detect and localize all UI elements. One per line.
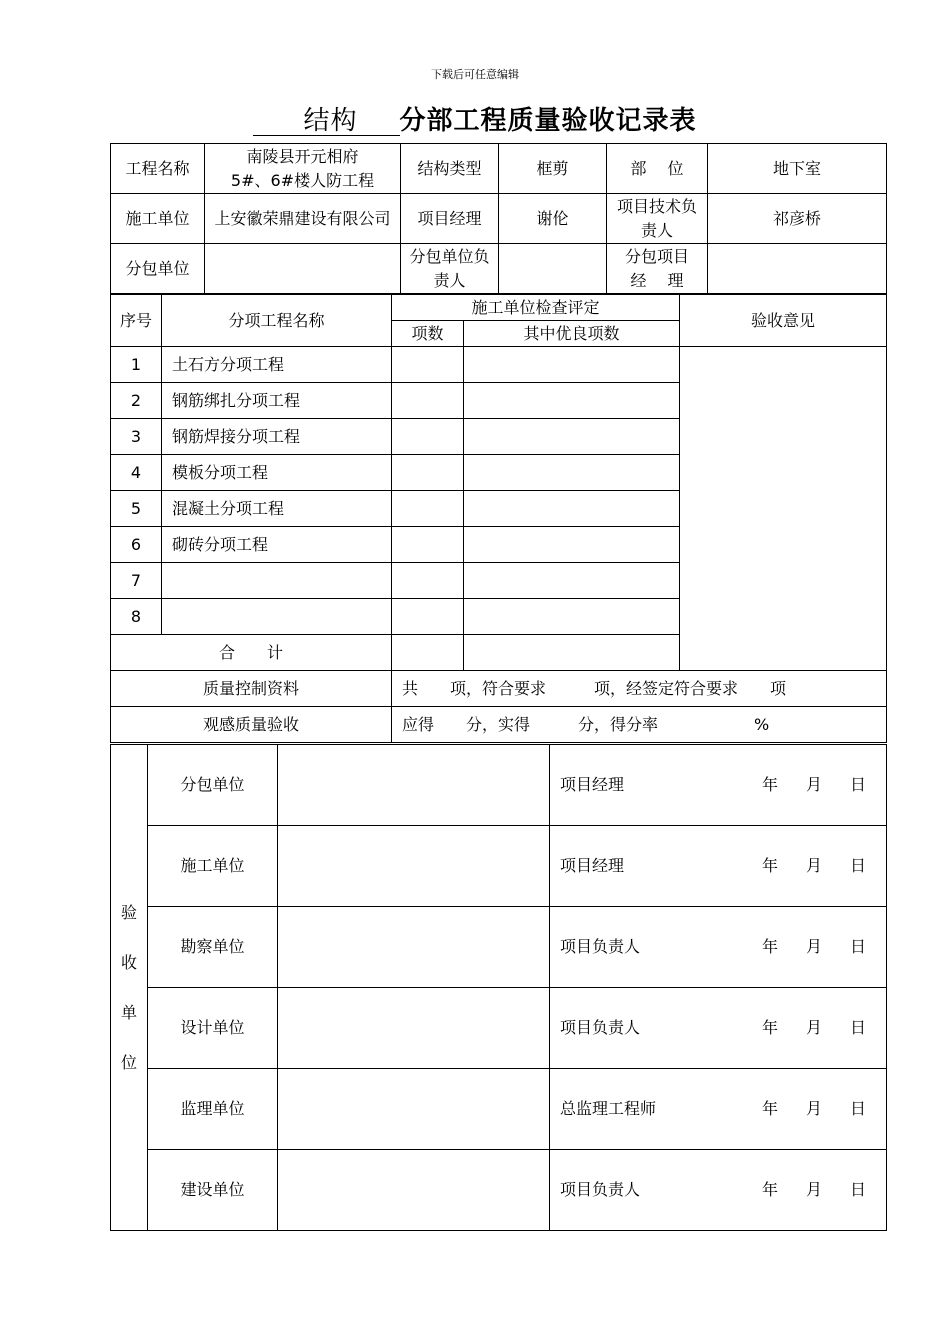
- items-table: [110, 294, 887, 743]
- acceptance-table: [110, 744, 887, 1231]
- item-name[interactable]: 钢筋焊接分项工程: [162, 419, 392, 455]
- role-label: 总监理工程师: [560, 1099, 657, 1118]
- date-fields: 年 月 日: [761, 937, 866, 956]
- total-label: 合 计: [111, 635, 392, 671]
- project-name-label: 工程名称: [111, 144, 205, 194]
- item-count[interactable]: [392, 347, 464, 383]
- unit-label: 勘察单位: [148, 907, 278, 988]
- sub-lead-label: 分包单位负责人: [401, 244, 499, 294]
- acceptance-side-label: 验 收 单 位: [111, 745, 148, 1231]
- item-name[interactable]: 混凝土分项工程: [162, 491, 392, 527]
- unit-signature[interactable]: [278, 1069, 550, 1150]
- count-header: 项数: [392, 321, 464, 347]
- item-name[interactable]: 钢筋绑扎分项工程: [162, 383, 392, 419]
- role-cell[interactable]: [550, 1150, 887, 1231]
- unit-signature[interactable]: [278, 1150, 550, 1231]
- title-text: 分部工程质量验收记录表: [399, 106, 697, 136]
- tech-lead-value[interactable]: 祁彦桥: [708, 194, 887, 244]
- download-note: 下载后可任意编辑: [431, 68, 519, 81]
- structure-type-value[interactable]: 框剪: [499, 144, 607, 194]
- date-fields: 年 月 日: [761, 1018, 866, 1037]
- unit-label: 设计单位: [148, 988, 278, 1069]
- date-fields: 年 月 日: [761, 1099, 866, 1118]
- contractor-value[interactable]: 上安徽荣鼎建设有限公司: [205, 194, 401, 244]
- item-excellent[interactable]: [464, 527, 680, 563]
- role-label: 项目负责人: [560, 1018, 641, 1037]
- item-count[interactable]: [392, 491, 464, 527]
- role-label: 项目经理: [560, 856, 625, 875]
- role-cell[interactable]: [550, 1069, 887, 1150]
- title-blank-field: 结构: [253, 107, 399, 136]
- role-cell[interactable]: [550, 745, 887, 826]
- visual-text[interactable]: 应得 分，实得 分，得分率 %: [392, 707, 887, 743]
- item-excellent[interactable]: [464, 419, 680, 455]
- item-no: 6: [111, 527, 162, 563]
- item-no: 5: [111, 491, 162, 527]
- pm-value[interactable]: 谢伦: [499, 194, 607, 244]
- info-row-3: [111, 244, 887, 294]
- opinion-cell[interactable]: [680, 347, 887, 671]
- opinion-header: 验收意见: [680, 295, 887, 347]
- item-name[interactable]: [162, 563, 392, 599]
- visual-row: [111, 707, 887, 743]
- total-count[interactable]: [392, 635, 464, 671]
- item-name-header: 分项工程名称: [162, 295, 392, 347]
- item-count[interactable]: [392, 599, 464, 635]
- info-row-1: [111, 144, 887, 194]
- project-name-value[interactable]: 南陵县开元相府 5#、6#楼人防工程: [205, 144, 401, 194]
- role-label: 项目负责人: [560, 937, 641, 956]
- item-no: 8: [111, 599, 162, 635]
- item-excellent[interactable]: [464, 599, 680, 635]
- qc-row: [111, 671, 887, 707]
- unit-signature[interactable]: [278, 907, 550, 988]
- role-cell[interactable]: [550, 826, 887, 907]
- role-label: 项目经理: [560, 775, 625, 794]
- item-name[interactable]: 土石方分项工程: [162, 347, 392, 383]
- role-cell[interactable]: [550, 907, 887, 988]
- location-value[interactable]: 地下室: [708, 144, 887, 194]
- unit-label: 分包单位: [148, 745, 278, 826]
- check-header: 施工单位检查评定: [392, 295, 680, 321]
- subcontractor-value[interactable]: [205, 244, 401, 294]
- qc-label: 质量控制资料: [111, 671, 392, 707]
- visual-label: 观感质量验收: [111, 707, 392, 743]
- unit-signature[interactable]: [278, 826, 550, 907]
- date-fields: 年 月 日: [761, 775, 866, 794]
- total-excellent[interactable]: [464, 635, 680, 671]
- role-cell[interactable]: [550, 988, 887, 1069]
- item-no: 2: [111, 383, 162, 419]
- acceptance-row: [111, 1150, 887, 1231]
- item-no: 4: [111, 455, 162, 491]
- item-excellent[interactable]: [464, 563, 680, 599]
- info-row-2: [111, 194, 887, 244]
- date-fields: 年 月 日: [761, 1180, 866, 1199]
- qc-text[interactable]: 共 项，符合要求 项，经签定符合要求 项: [392, 671, 887, 707]
- item-count[interactable]: [392, 527, 464, 563]
- item-excellent[interactable]: [464, 455, 680, 491]
- seq-header: 序号: [111, 295, 162, 347]
- item-excellent[interactable]: [464, 491, 680, 527]
- acceptance-row: [111, 745, 887, 826]
- items-header-row-1: [111, 295, 887, 321]
- date-fields: 年 月 日: [761, 856, 866, 875]
- excellent-header: 其中优良项数: [464, 321, 680, 347]
- unit-label: 建设单位: [148, 1150, 278, 1231]
- item-count[interactable]: [392, 455, 464, 491]
- project-info-table: [110, 143, 887, 294]
- acceptance-row: [111, 907, 887, 988]
- structure-type-label: 结构类型: [401, 144, 499, 194]
- item-name[interactable]: 模板分项工程: [162, 455, 392, 491]
- item-name[interactable]: [162, 599, 392, 635]
- item-count[interactable]: [392, 383, 464, 419]
- sub-lead-value[interactable]: [499, 244, 607, 294]
- unit-label: 监理单位: [148, 1069, 278, 1150]
- subcontractor-label: 分包单位: [111, 244, 205, 294]
- item-count[interactable]: [392, 563, 464, 599]
- acceptance-row: [111, 988, 887, 1069]
- item-no: 3: [111, 419, 162, 455]
- acceptance-row: [111, 1069, 887, 1150]
- item-count[interactable]: [392, 419, 464, 455]
- table-row: [111, 347, 887, 383]
- item-no: 7: [111, 563, 162, 599]
- item-name[interactable]: 砌砖分项工程: [162, 527, 392, 563]
- unit-signature[interactable]: [278, 988, 550, 1069]
- sub-pm-label: 分包项目 经 理: [607, 244, 708, 294]
- tech-lead-label: 项目技术负责人: [607, 194, 708, 244]
- unit-signature[interactable]: [278, 745, 550, 826]
- page-title: [0, 100, 950, 137]
- item-excellent[interactable]: [464, 383, 680, 419]
- role-label: 项目负责人: [560, 1180, 641, 1199]
- unit-label: 施工单位: [148, 826, 278, 907]
- pm-label: 项目经理: [401, 194, 499, 244]
- acceptance-row: [111, 826, 887, 907]
- item-no: 1: [111, 347, 162, 383]
- sub-pm-value[interactable]: [708, 244, 887, 294]
- location-label: 部 位: [607, 144, 708, 194]
- item-excellent[interactable]: [464, 347, 680, 383]
- contractor-label: 施工单位: [111, 194, 205, 244]
